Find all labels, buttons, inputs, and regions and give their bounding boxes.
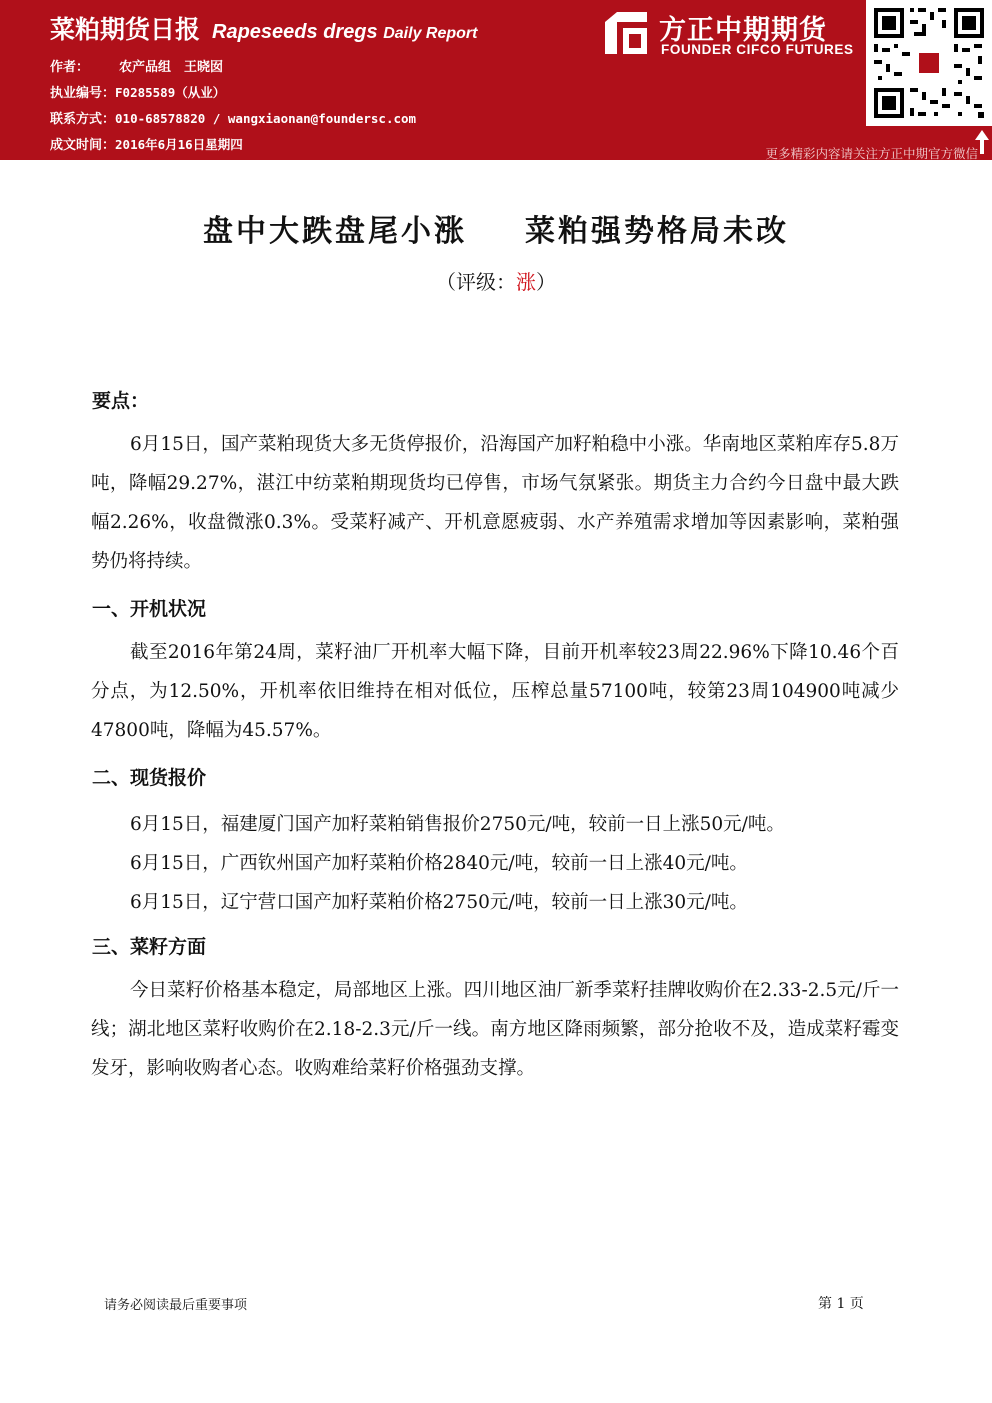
author-value: 农产品组 王晓囡 [119, 60, 224, 75]
rating-suffix: ） [536, 270, 556, 294]
report-title-cn: 菜粕期货日报 [50, 15, 201, 44]
report-title-en: Rapeseeds dregs Daily Report [212, 21, 478, 43]
founder-logo-icon [603, 10, 649, 56]
report-title [50, 10, 477, 46]
company-logo [603, 8, 863, 62]
author-label: 作者： [50, 60, 90, 75]
contact-line [50, 108, 416, 127]
title-part-1: 盘中大跌盘尾小涨 [203, 214, 467, 249]
spot-price-heading: 二、现货报价 [92, 767, 207, 789]
license-value: F0285589（从业） [115, 85, 226, 100]
rating-line [0, 266, 992, 295]
wechat-follow-note: 更多精彩内容请关注方正中期官方微信 [765, 146, 978, 161]
rating-prefix: （评级： [436, 270, 516, 294]
license-line [50, 82, 225, 101]
wechat-qr-code [866, 0, 992, 126]
rating-value: 涨 [516, 270, 536, 294]
operation-text: 截至2016年第24周，菜籽油厂开机率大幅下降，目前开机率较23周22.96%下降10.46个百分点，为12.50%，开机率依旧维持在相对低位，压榨总量57100吨，较第23周104900吨减少47800吨，降幅为45.57%。 [91, 642, 899, 741]
date-line [50, 134, 243, 153]
qr-code-icon [866, 0, 992, 126]
date-label: 成文时间： [50, 138, 116, 153]
page-number: 第 1 页 [818, 1296, 864, 1312]
spot-price-line: 6月15日，辽宁营口国产加籽菜粕价格2750元/吨，较前一日上涨30元/吨。 [130, 892, 748, 913]
page-title [0, 206, 992, 250]
brand-name-en: FOUNDER CIFCO FUTURES [661, 42, 854, 57]
title-part-2: 菜粕强势格局未改 [525, 214, 789, 249]
rapeseed-heading: 三、菜籽方面 [92, 936, 207, 958]
contact-label: 联系方式： [50, 112, 116, 127]
operation-heading: 一、开机状况 [92, 598, 207, 620]
spot-price-line: 6月15日，广西钦州国产加籽菜粕价格2840元/吨，较前一日上涨40元/吨。 [130, 853, 748, 874]
spot-price-line: 6月15日，福建厦门国产加籽菜粕销售报价2750元/吨，较前一日上涨50元/吨。 [130, 814, 785, 835]
footer-notice: 请务必阅读最后重要事项 [104, 1298, 248, 1313]
key-points-heading: 要点： [92, 390, 150, 412]
key-points-text: 6月15日，国产菜粕现货大多无货停报价，沿海国产加籽粕稳中小涨。华南地区菜粕库存5.8万吨，降幅29.27%，湛江中纺菜粕期现货均已停售，市场气氛紧张。期货主力合约今日盘中最大跌幅2.26%，收盘微涨0.3%。受菜籽减产、开机意愿疲弱、水产养殖需求增加等因素影响，菜粕强势仍将持续。 [91, 434, 899, 572]
license-label: 执业编号： [50, 86, 116, 101]
contact-value: 010-68578820 / wangxiaonan@foundersc.com [115, 111, 417, 126]
report-header [0, 0, 992, 160]
brand-name-cn: 方正中期期货 [659, 15, 827, 46]
rapeseed-text: 今日菜籽价格基本稳定，局部地区上涨。四川地区油厂新季菜籽挂牌收购价在2.33-2.5元/斤一线；湖北地区菜籽收购价在2.18-2.3元/斤一线。南方地区降雨频繁，部分抢收不及，造成菜籽霉变发牙，影响收购者心态。收购难给菜籽价格强劲支撑。 [91, 980, 899, 1079]
author-line [50, 56, 223, 75]
date-value: 2016年6月16日星期四 [115, 137, 243, 152]
